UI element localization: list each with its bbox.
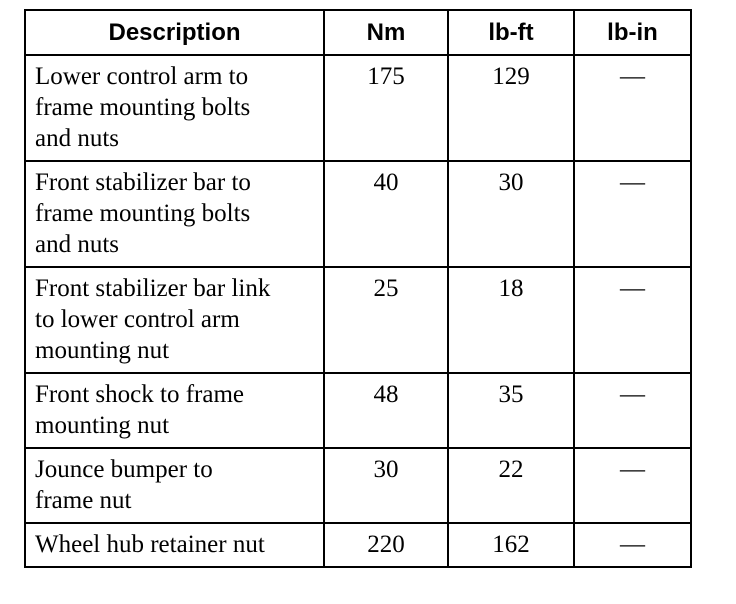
description-cell: Jounce bumper to frame nut [25, 448, 324, 523]
header-lb-ft: lb-ft [448, 10, 574, 55]
lb-in-cell: — [574, 161, 691, 267]
lb-in-cell: — [574, 373, 691, 448]
lb-ft-cell: 129 [448, 55, 574, 161]
table-row [25, 523, 691, 567]
table-row [25, 267, 691, 373]
lb-in-cell: — [574, 55, 691, 161]
table-body [25, 55, 691, 567]
lb-ft-cell: 162 [448, 523, 574, 567]
table-row [25, 373, 691, 448]
lb-ft-cell: 22 [448, 448, 574, 523]
table-row [25, 161, 691, 267]
lb-in-cell: — [574, 448, 691, 523]
nm-cell: 48 [324, 373, 448, 448]
description-cell: Lower control arm to frame mounting bolts and nuts [25, 55, 324, 161]
description-cell: Front shock to frame mounting nut [25, 373, 324, 448]
torque-specification-table [24, 9, 692, 568]
nm-cell: 220 [324, 523, 448, 567]
header-lb-in: lb-in [574, 10, 691, 55]
header-nm: Nm [324, 10, 448, 55]
nm-cell: 40 [324, 161, 448, 267]
lb-ft-cell: 30 [448, 161, 574, 267]
lb-in-cell: — [574, 267, 691, 373]
nm-cell: 175 [324, 55, 448, 161]
description-cell: Wheel hub retainer nut [25, 523, 324, 567]
lb-in-cell: — [574, 523, 691, 567]
header-description: Description [25, 10, 324, 55]
description-cell: Front stabilizer bar to frame mounting bolts and nuts [25, 161, 324, 267]
header-row [25, 10, 691, 55]
table-row [25, 448, 691, 523]
lb-ft-cell: 35 [448, 373, 574, 448]
nm-cell: 30 [324, 448, 448, 523]
lb-ft-cell: 18 [448, 267, 574, 373]
table-row [25, 55, 691, 161]
nm-cell: 25 [324, 267, 448, 373]
table-header [25, 10, 691, 55]
description-cell: Front stabilizer bar link to lower control arm mounting nut [25, 267, 324, 373]
